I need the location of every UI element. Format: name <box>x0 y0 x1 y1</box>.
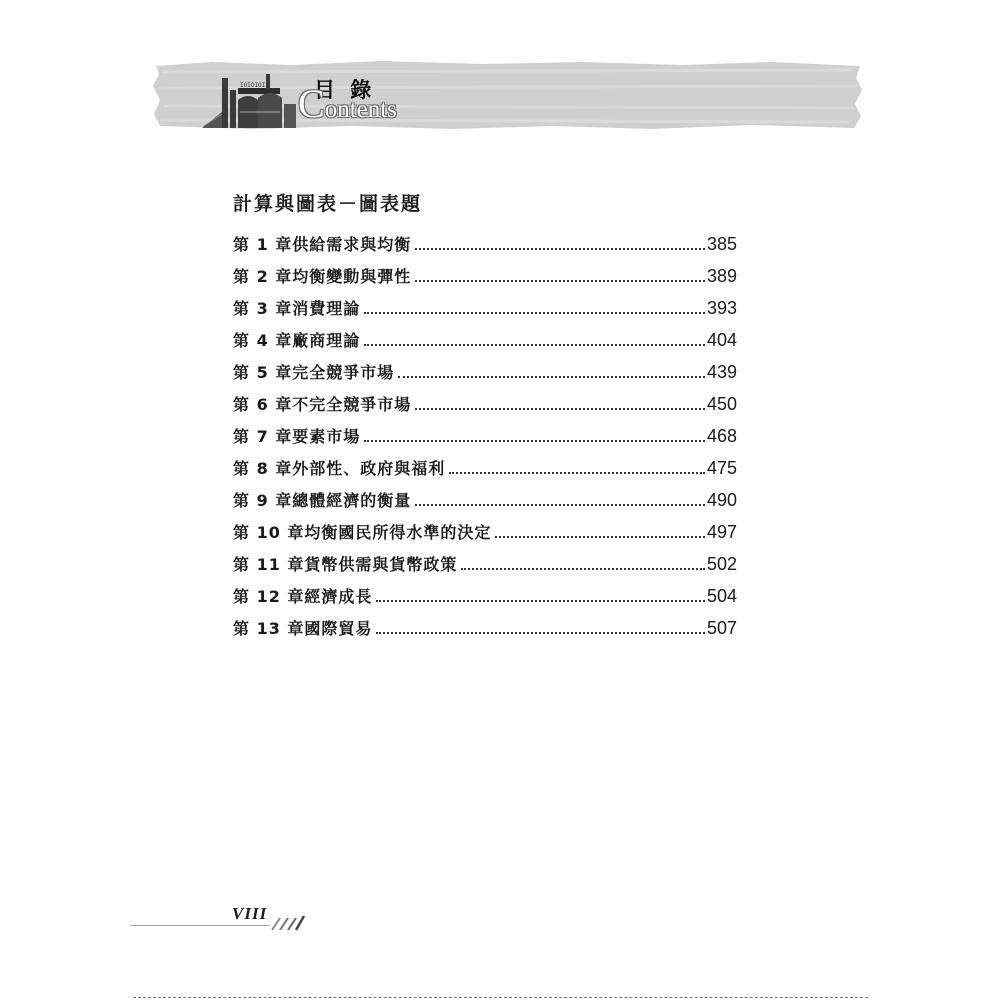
toc-title: 國際貿易 <box>304 619 373 638</box>
toc-row <box>233 392 737 424</box>
toc-chapter: 第 10 章 <box>233 523 305 542</box>
toc-row <box>233 520 737 552</box>
toc-row <box>233 616 737 648</box>
toc-title: 經濟成長 <box>304 587 373 606</box>
toc-title: 外部性、政府與福利 <box>292 459 446 478</box>
toc-leader-dots <box>415 247 705 250</box>
toc-leader-dots <box>364 311 705 314</box>
toc-row <box>233 264 737 296</box>
toc-chapter: 第 9 章 <box>233 491 293 510</box>
toc-chapter: 第 7 章 <box>233 427 293 446</box>
toc-row <box>233 296 737 328</box>
toc-chapter: 第 11 章 <box>233 555 305 574</box>
toc-page-number: 404 <box>706 330 737 350</box>
toc-page-number: 389 <box>706 266 737 286</box>
toc-page-number: 507 <box>706 618 737 638</box>
title-english <box>298 81 397 126</box>
slash-stripes-icon <box>268 914 312 932</box>
toc-page-number: 504 <box>706 586 737 606</box>
toc-leader-dots <box>376 631 705 634</box>
toc-page-number: 497 <box>706 522 737 542</box>
toc-chapter: 第 12 章 <box>233 587 305 606</box>
toc-row <box>233 584 737 616</box>
toc-title: 總體經濟的衡量 <box>292 491 412 510</box>
toc-chapter: 第 6 章 <box>233 395 293 414</box>
toc-leader-dots <box>398 375 705 378</box>
folio-rule <box>130 925 270 926</box>
toc-chapter: 第 3 章 <box>233 299 293 318</box>
toc-row <box>233 424 737 456</box>
toc-leader-dots <box>415 279 705 282</box>
toc-leader-dots <box>364 439 705 442</box>
toc-page-number: 502 <box>706 554 737 574</box>
toc-leader-dots <box>415 407 705 410</box>
toc-title: 供給需求與均衡 <box>292 235 412 254</box>
toc-chapter: 第 13 章 <box>233 619 305 638</box>
section-heading: 計算與圖表－圖表題 <box>233 193 423 215</box>
toc-title: 完全競爭市場 <box>292 363 395 382</box>
toc-row <box>233 232 737 264</box>
toc-page-number: 490 <box>706 490 737 510</box>
toc-title: 貨幣供需與貨幣政策 <box>304 555 458 574</box>
toc-leader-dots <box>376 599 705 602</box>
toc-row <box>233 456 737 488</box>
toc-title: 均衡國民所得水準的決定 <box>304 523 492 542</box>
toc-page-number: 450 <box>706 394 737 414</box>
toc-page-number: 439 <box>706 362 737 382</box>
title-english-initial: C <box>298 81 325 126</box>
toc-row <box>233 552 737 584</box>
toc-row <box>233 360 737 392</box>
toc-row <box>233 328 737 360</box>
toc-title: 要素市場 <box>292 427 361 446</box>
toc-leader-dots <box>495 535 705 538</box>
toc-chapter: 第 2 章 <box>233 267 293 286</box>
title-chinese: 目 錄 <box>314 78 376 102</box>
toc-page-number: 385 <box>706 234 737 254</box>
toc-page-number: 475 <box>706 458 737 478</box>
header-banner <box>152 60 864 130</box>
toc-page-number: 393 <box>706 298 737 318</box>
page-number: VIII <box>232 904 268 923</box>
toc-title: 均衡變動與彈性 <box>292 267 412 286</box>
toc-title: 不完全競爭市場 <box>292 395 412 414</box>
toc-leader-dots <box>449 471 705 474</box>
bottom-dashed-rule <box>133 997 868 998</box>
factory-icon <box>200 68 300 128</box>
table-of-contents <box>233 232 737 648</box>
toc-chapter: 第 5 章 <box>233 363 293 382</box>
toc-row <box>233 488 737 520</box>
toc-leader-dots <box>364 343 705 346</box>
toc-chapter: 第 8 章 <box>233 459 293 478</box>
toc-leader-dots <box>461 567 705 570</box>
toc-chapter: 第 1 章 <box>233 235 293 254</box>
toc-chapter: 第 4 章 <box>233 331 293 350</box>
toc-title: 廠商理論 <box>292 331 361 350</box>
toc-page-number: 468 <box>706 426 737 446</box>
toc-leader-dots <box>415 503 705 506</box>
toc-title: 消費理論 <box>292 299 361 318</box>
svg-text:IOIOIOI: IOIOIOI <box>240 82 266 89</box>
title-english-rest: ontents <box>324 96 397 123</box>
